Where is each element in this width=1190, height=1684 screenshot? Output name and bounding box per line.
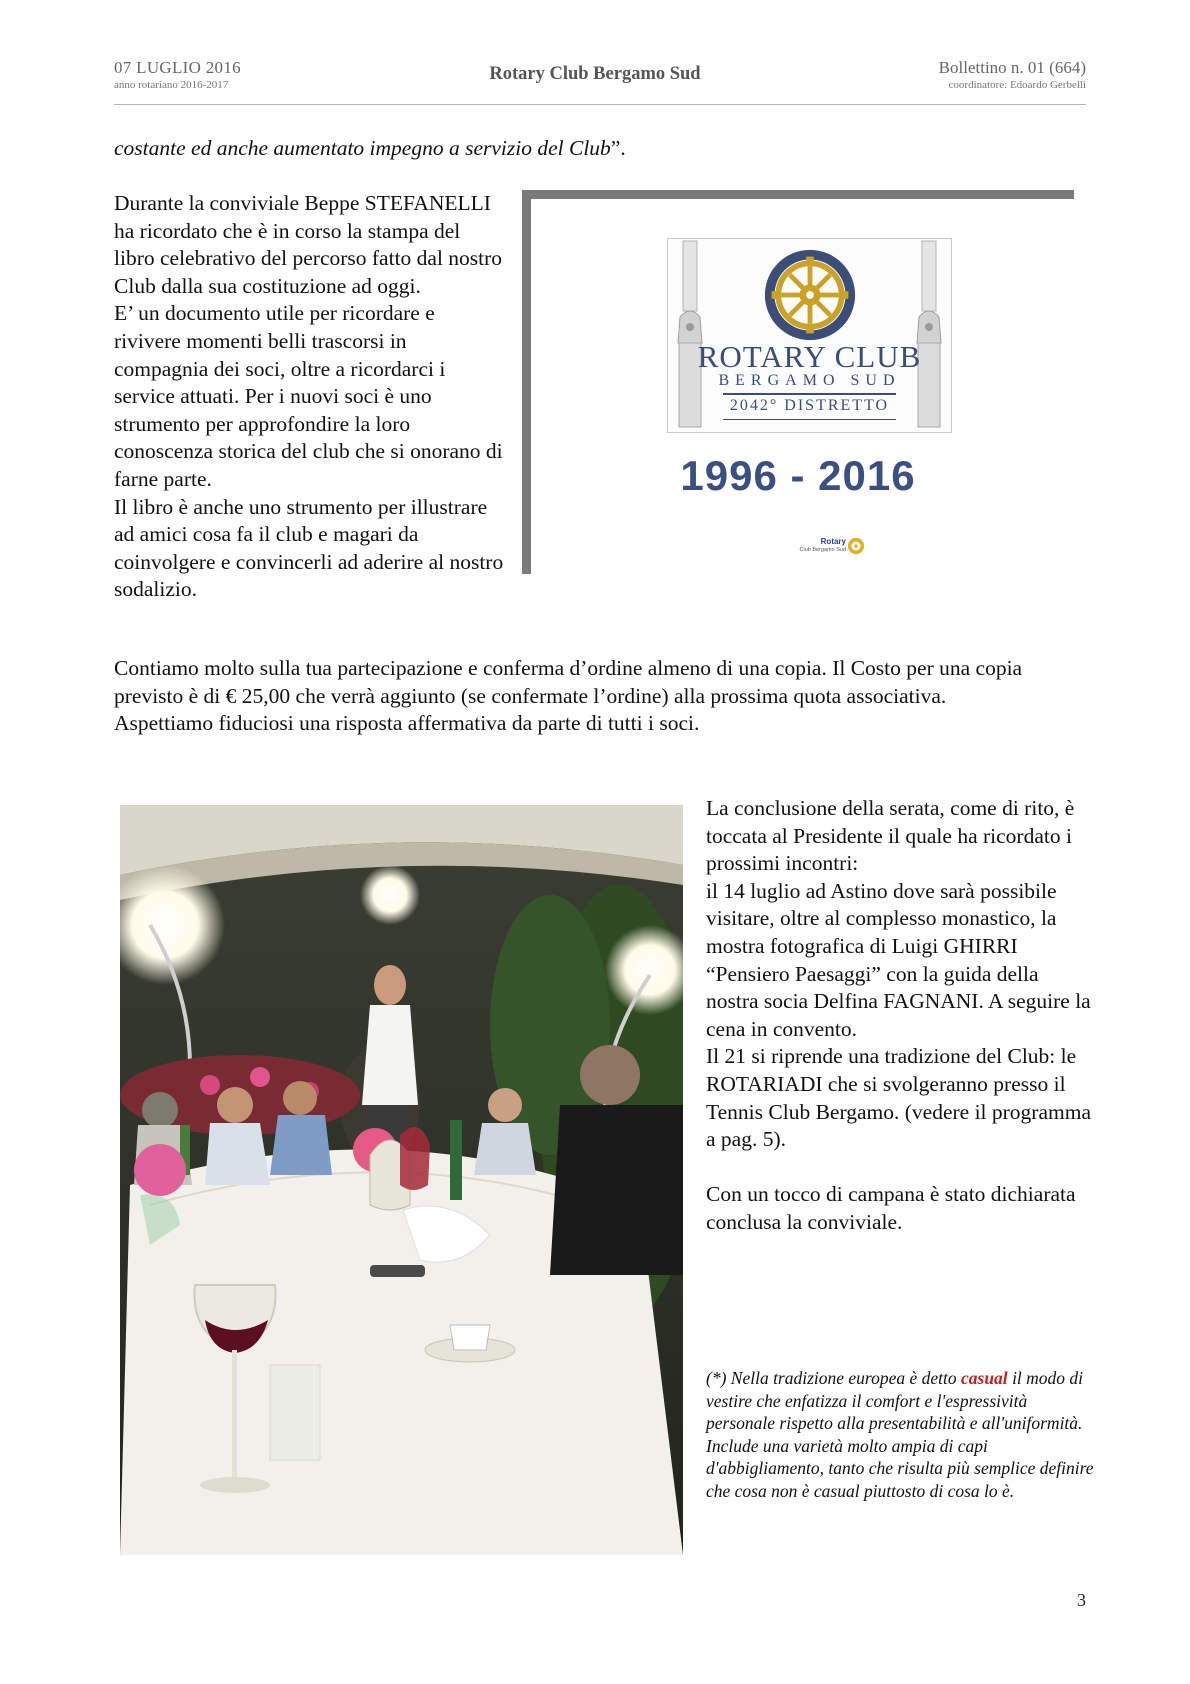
paragraph-astino-event: il 14 luglio ad Astino dove sarà possibile visitare, oltre al complesso monastico, la mostra fotografica di Luigi GHIRRI “Pensiero Paesaggi” con la guida della nostra socia Delfina FAGNANI. A seguire la cena in convento. xyxy=(706,878,1091,1041)
footnote-highlight: casual xyxy=(961,1368,1008,1388)
page-number: 3 xyxy=(1077,1590,1086,1610)
paragraph-book-usage: Il libro è anche uno strumento per illustrare ad amici cosa fa il club e magari da coinvolgere e convincerli ad aderire al nostro sodalizio. xyxy=(114,494,504,602)
intro-line xyxy=(114,136,626,161)
header-divider xyxy=(114,104,1086,105)
full-width-text xyxy=(114,655,1094,738)
header-right xyxy=(939,58,1086,91)
anniversary-years: 1996 - 2016 xyxy=(680,452,916,499)
frame-border-top xyxy=(522,190,1074,199)
mini-logo-rotary: Rotary xyxy=(820,537,846,546)
anniversary-logo-block xyxy=(522,190,1074,574)
left-column xyxy=(114,190,504,604)
rotary-wheel-icon xyxy=(762,247,858,343)
logo-district: 2042° DISTRETTO xyxy=(729,397,890,414)
mini-logo-club: Club Bergamo Sud xyxy=(799,547,846,553)
footnote-casual xyxy=(706,1367,1096,1503)
paragraph-spacer xyxy=(706,1154,1096,1182)
rotary-club-badge xyxy=(667,238,952,433)
paragraph-book-purpose: E’ un documento utile per ricordare e rivivere momenti belli trascorsi in compagnia dei soci, oltre a ricordarci i service attuati. Per i nuovi soci è uno strumento per approfondire la loro conoscenza storica del club che si onorano di farne parte. xyxy=(114,301,503,491)
issue-date: 07 LUGLIO 2016 xyxy=(114,58,241,77)
paragraph-book-announcement: Durante la conviviale Beppe STEFANELLI ha ricordato che è in corso la stampa del libro celebrativo del percorso fatto dal nostro Club dalla sua costituzione ad oggi. xyxy=(114,191,503,298)
paragraph-rotariadi: Il 21 si riprende una tradizione del Club: le ROTARIADI che si svolgeranno presso il Tennis Club Bergamo. (vedere il programma a pag. 5). xyxy=(706,1044,1091,1152)
paragraph-awaiting-reply: Aspettiamo fiduciosi una risposta affermativa da parte di tutti i soci. xyxy=(114,711,700,736)
logo-club-title: ROTARY CLUB xyxy=(697,339,922,374)
club-name: Rotary Club Bergamo Sud xyxy=(489,64,701,84)
logo-club-subtitle: BERGAMO SUD xyxy=(718,372,901,389)
rotary-year: anno rotariano 2016-2017 xyxy=(114,79,229,91)
right-column xyxy=(706,795,1096,1237)
intro-italic: costante ed anche aumentato impegno a servizio del Club xyxy=(114,136,611,160)
paragraph-closing-intro: La conclusione della serata, come di rito, è toccata al Presidente il quale ha ricordato i prossimi incontri: xyxy=(706,796,1075,876)
intro-tail: ”. xyxy=(610,136,626,160)
frame-border-left xyxy=(522,190,531,574)
logo-rule xyxy=(723,393,896,395)
paragraph-closing: Con un tocco di campana è stato dichiarata conclusa la conviviale. xyxy=(706,1182,1076,1234)
dinner-photo xyxy=(120,805,683,1555)
bulletin-number: Bollettino n. 01 (664) xyxy=(938,58,1086,77)
logo-rule-lower xyxy=(723,419,896,420)
footnote-prefix: (*) Nella tradizione europea è detto xyxy=(706,1368,961,1388)
mini-rotary-logo xyxy=(784,536,864,560)
coordinator: coordinatore: Edoardo Gerbelli xyxy=(948,79,1086,91)
footnote-rest: il modo di vestire che enfatizza il comfort e l'espressività personale rispetto alla presentabilità e all'uniformità. Include una varietà molto ampia di capi d'abbigliamento, tanto che risulta più semplice definire che cosa non è casual piuttosto di cosa lo è. xyxy=(706,1368,1094,1501)
paragraph-order-request: Contiamo molto sulla tua partecipazione e conferma d’ordine almeno di una copia. Il Costo per una copia previsto è di € 25,00 che verrà aggiunto (se confermate l’ordine) alla prossima quota associativa. xyxy=(114,656,1023,708)
dinner-photo-illustration xyxy=(120,805,683,1555)
mini-rotary-wheel-icon xyxy=(847,537,865,555)
